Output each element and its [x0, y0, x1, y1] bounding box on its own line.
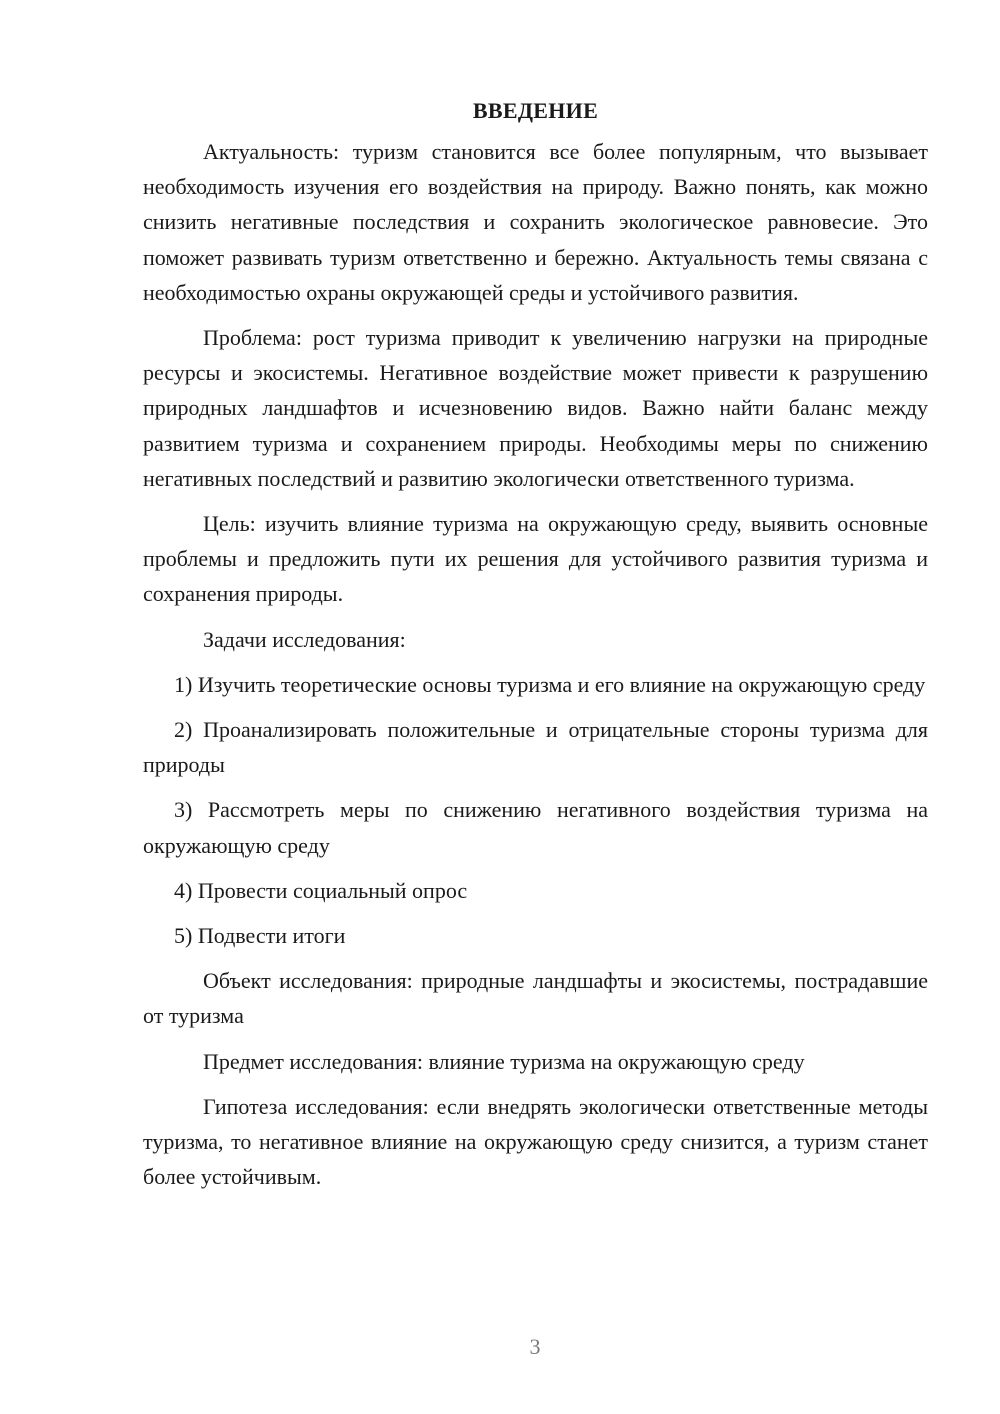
task-item-4: 4) Провести социальный опрос	[174, 877, 468, 903]
paragraph-tasks-title: Задачи исследования:	[203, 626, 406, 652]
task-item-3: 3) Рассмотреть меры по снижению негативного воздействия туризма на окружающую среду	[143, 797, 928, 858]
paragraph-hypothesis: Гипотеза исследования: если внедрять экологически ответственные методы туризма, то негативное влияние на окружающую среду снизится, а туризм станет более устойчивым.	[143, 1093, 928, 1190]
paragraph-subject: Предмет исследования: влияние туризма на окружающую среду	[203, 1048, 805, 1074]
page-number: 3	[529, 1334, 541, 1359]
paragraph-relevance: Актуальность: туризм становится все более популярным, что вызывает необходимость изучения его воздействия на природу. Важно понять, как можно снизить негативные последствия и сохранить экологическое равновесие. Это поможет развивать туризм ответственно и бережно. Актуальность темы связана с необходимостью охраны окружающей среды и устойчивого развития.	[143, 139, 928, 305]
task-item-1: 1) Изучить теоретические основы туризма и его влияние на окружающую среду	[174, 671, 926, 697]
task-item-2: 2) Проанализировать положительные и отрицательные стороны туризма для природы	[143, 717, 928, 778]
document-page	[143, 96, 928, 1204]
page-title: ВВЕДЕНИЕ	[472, 98, 599, 123]
paragraph-goal: Цель: изучить влияние туризма на окружающую среду, выявить основные проблемы и предложить пути их решения для устойчивого развития туризма и сохранения природы.	[143, 511, 928, 607]
paragraph-object: Объект исследования: природные ландшафты и экосистемы, пострадавшие от туризма	[143, 968, 928, 1029]
paragraph-problem: Проблема: рост туризма приводит к увеличению нагрузки на природные ресурсы и экосистемы. Негативное воздействие может привести к разрушению природных ландшафтов и исчезновению видов. Важно найти баланс между развитием туризма и сохранением природы. Необходимы меры по снижению негативных последствий и развитию экологически ответственного туризма.	[143, 325, 928, 491]
task-item-5: 5) Подвести итоги	[174, 923, 346, 949]
